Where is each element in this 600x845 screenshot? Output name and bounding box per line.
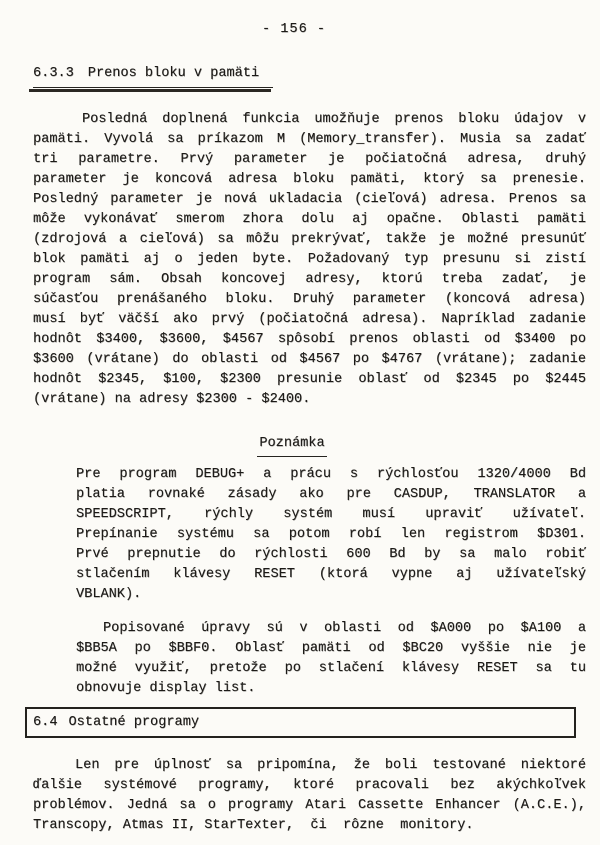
text-line: problémov. Jedná sa o programy Atari Cassette Enhancer (A.C.E.),	[33, 798, 586, 813]
text-line: Popisované úpravy sú v oblasti od $A000 po $A100 a	[103, 621, 586, 636]
note-paragraph-2	[76, 619, 586, 699]
text-line: SPEEDSCRIPT, rýchly systém musí upraviť užívateľ.	[76, 507, 586, 522]
text-line: platia rovnaké zásady ako pre CASDUP, TRANSLATOR a	[76, 487, 586, 502]
text-line: stlačením klávesy RESET (ktorá vypne aj užívateľský	[76, 567, 586, 582]
text-line: musí byť väčší ako prvý (počiatočná adresa). Napríklad zadanie	[33, 312, 586, 327]
paragraph-memory-transfer	[33, 110, 586, 410]
section-number: 6.3.3	[33, 66, 74, 81]
text-line: Posledný parameter je nová ukladacia (cieľová) adresa. Prenos sa	[33, 192, 586, 207]
text-line: Pre program DEBUG+ a prácu s rýchlosťou 1320/4000 Bd	[76, 467, 586, 482]
section-6-4-heading	[25, 707, 576, 738]
text-line: $3600 (vrátane) do oblasti od $4567 po $4767 (vrátane); zadanie	[33, 352, 586, 367]
text-line: možné využiť, pretože po stlačení klávesy RESET sa tu	[76, 661, 586, 676]
text-line: blok pamäti aj o jeden byte. Požadovaný typ presunu si zistí	[33, 252, 586, 267]
text-line: hodnôt $2345, $100, $2300 presunie oblasť od $2345 po $2445	[33, 372, 586, 387]
text-line: pamäti. Vyvolá sa príkazom M (Memory_transfer). Musia sa zadať	[33, 132, 586, 147]
text-line: (zdrojová a cieľová) sa môžu prekrývať, takže je možné presunúť	[33, 232, 586, 247]
text-line: ďalšie systémové programy, ktoré pracovali bez akýchkoľvek	[33, 778, 586, 793]
section-6-3-3-heading	[33, 64, 586, 88]
text-line: parameter je koncová adresa bloku pamäti, ktorý sa prenesie.	[33, 172, 586, 187]
text-line: Posledná doplnená funkcia umožňuje prenos bloku údajov v	[82, 112, 586, 127]
text-line: Transcopy, Atmas II, StarTexter, či rôzne monitory.	[33, 818, 474, 833]
text-line: hodnôt $3400, $3600, $4567 spôsobí prenos oblasti od $3400 po	[33, 332, 586, 347]
paragraph-other-programs	[33, 756, 586, 836]
text-line: môže vykonávať smerom zhora dolu aj opačne. Oblasti pamäti	[33, 212, 586, 227]
section-title: Prenos bloku v pamäti	[87, 66, 260, 81]
text-line: program sám. Obsah koncovej adresy, ktorú treba zadať, je	[33, 272, 586, 287]
section-heading-underline	[33, 64, 273, 88]
text-line: súčasťou prenášaného bloku. Druhý parameter (koncová adresa)	[33, 292, 586, 307]
text-line: $BB5A po $BBF0. Oblasť pamäti od $BC20 vyššie nie je	[76, 641, 586, 656]
note-paragraph-1	[76, 465, 586, 605]
text-line: VBLANK).	[76, 587, 142, 602]
text-line: (vrátane) na adresy $2300 - $2400.	[33, 392, 311, 407]
text-line: Len pre úplnosť sa pripomína, že boli testované niektoré	[75, 758, 586, 773]
page-number: - 156 -	[261, 22, 327, 37]
text-line: obnovuje display list.	[76, 681, 256, 696]
note-heading-text: Poznámka	[257, 434, 326, 457]
text-line: Prepínanie systému sa potom robí len registrom $D301.	[76, 527, 586, 542]
text-line: tri parametre. Prvý parameter je počiatočná adresa, druhý	[33, 152, 586, 167]
section-number: 6.4	[33, 714, 58, 730]
text-line: Prvé prepnutie do rýchlosti 600 Bd by sa malo robiť	[76, 547, 586, 562]
section-title: Ostatné programy	[68, 714, 200, 730]
note-heading	[0, 434, 592, 457]
